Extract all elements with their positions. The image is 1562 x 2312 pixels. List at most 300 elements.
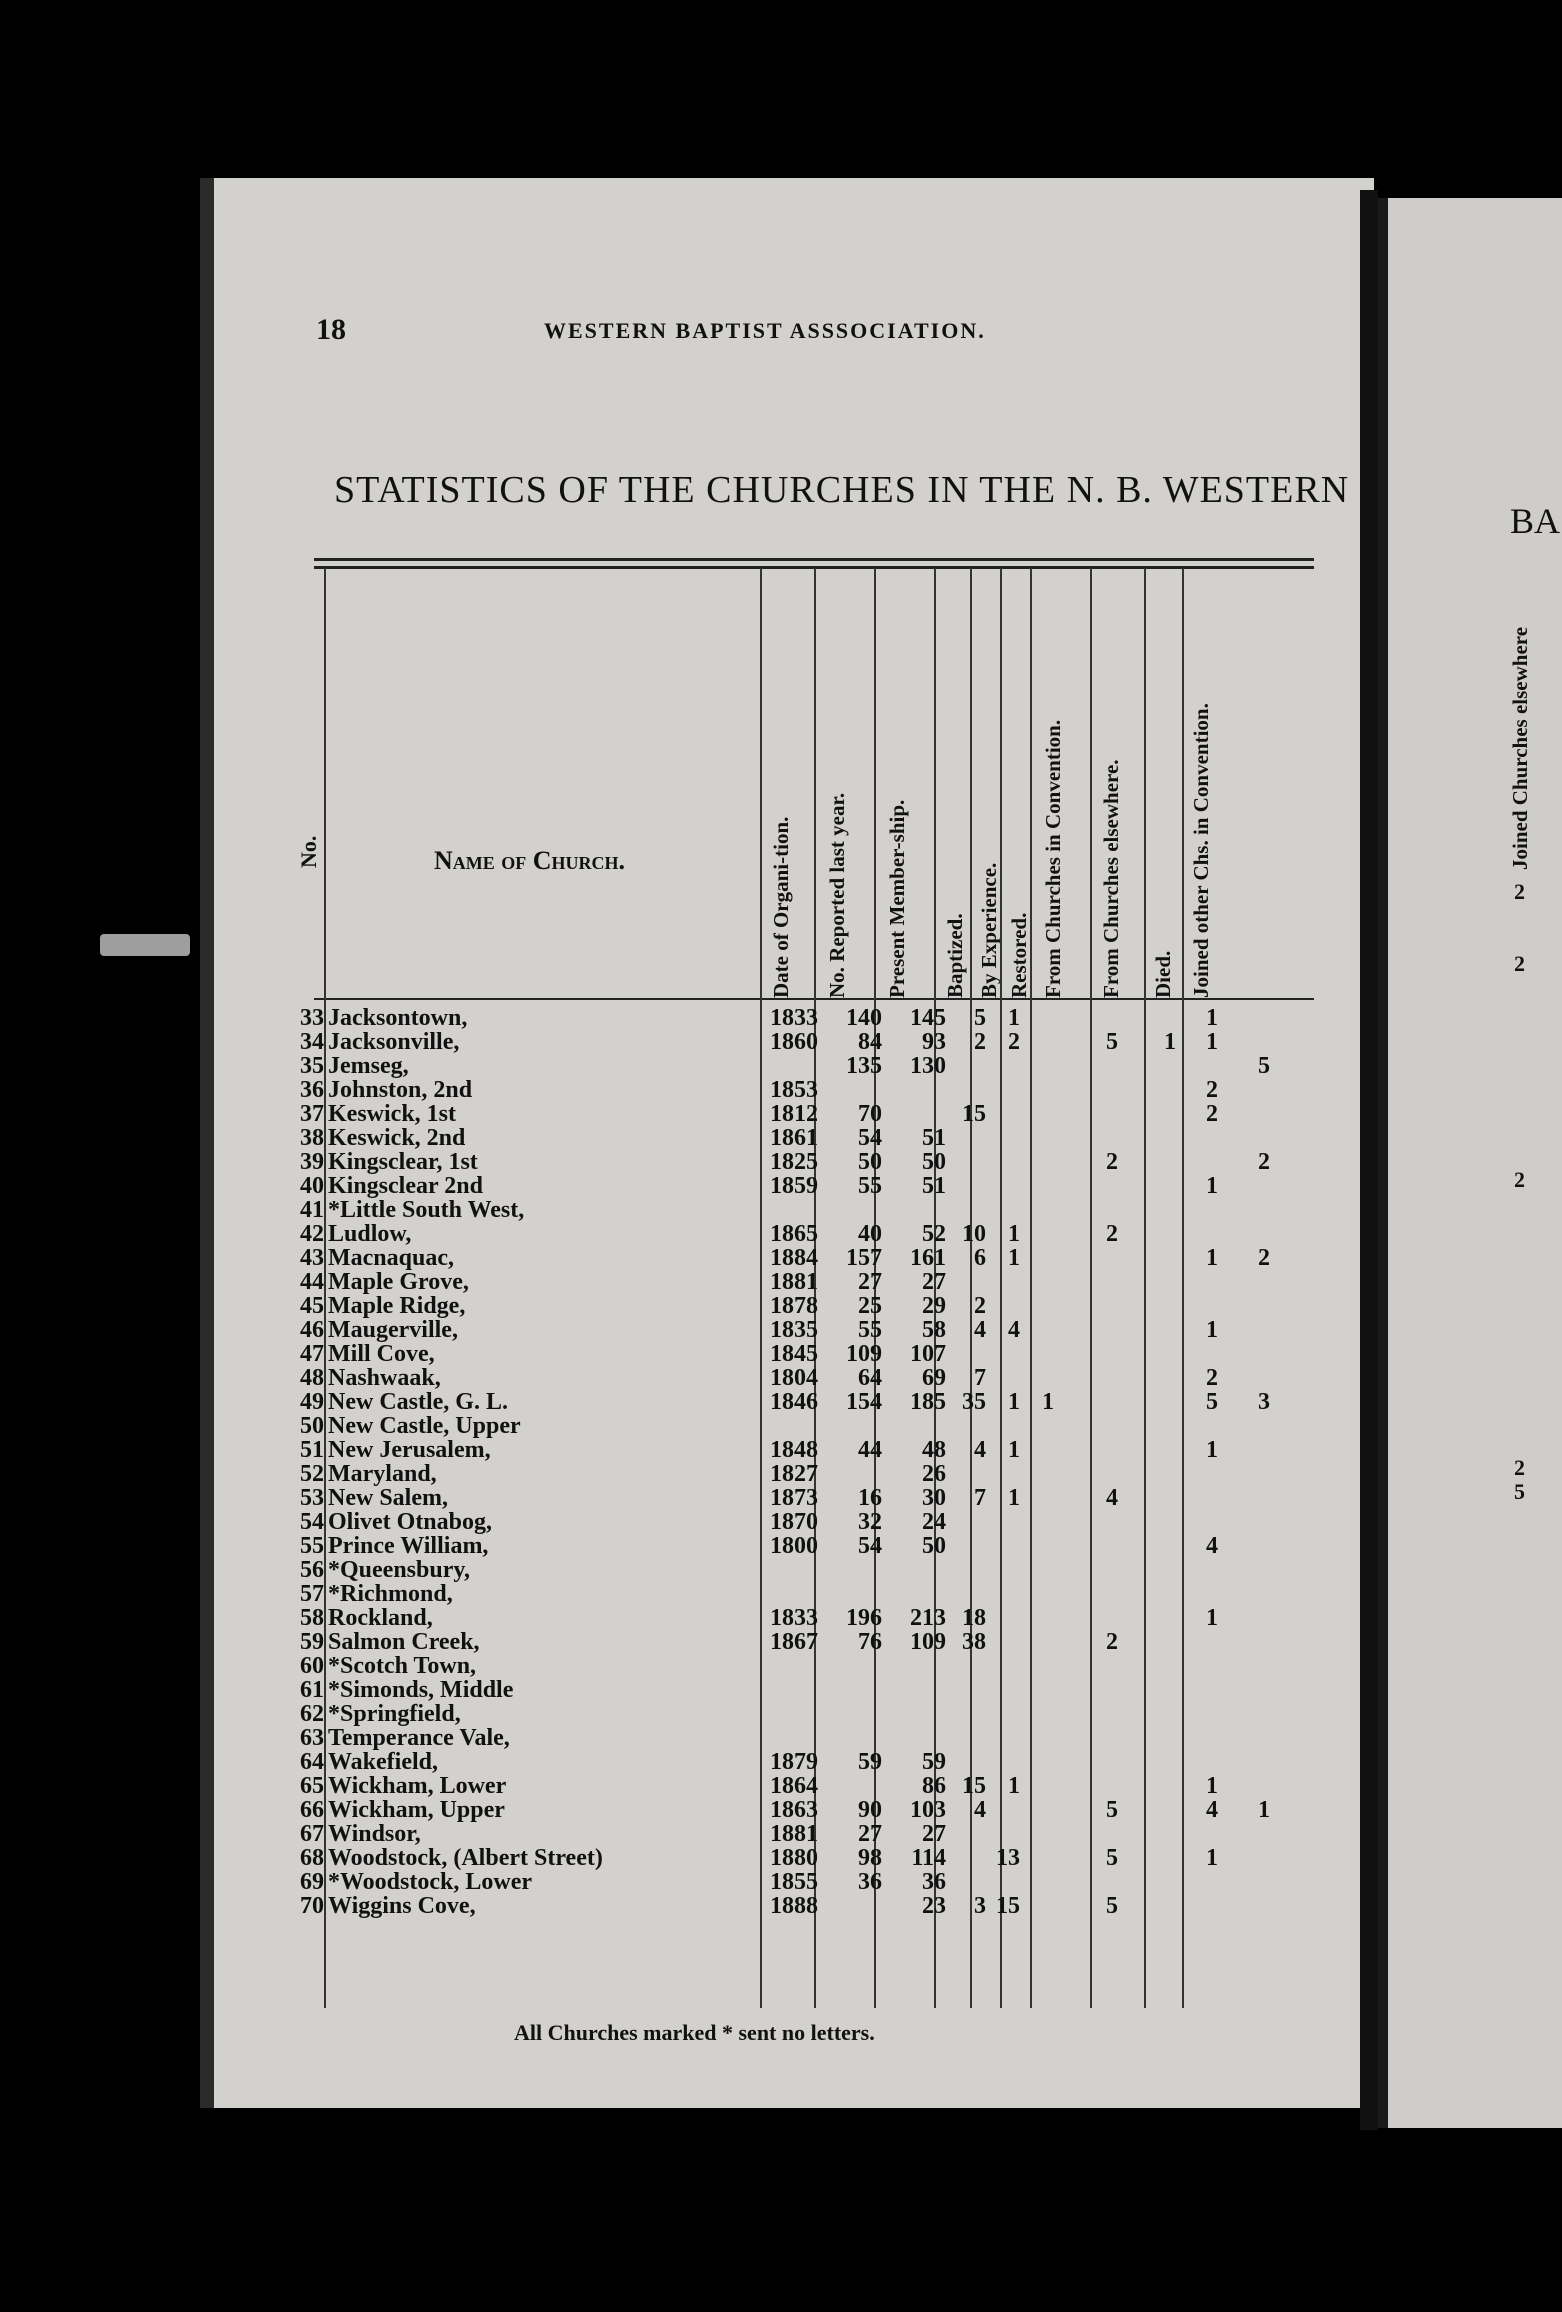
cell-exp	[990, 1582, 1024, 1606]
cell-no: 63	[300, 1725, 324, 1751]
cell-pres: 58	[922, 1317, 946, 1343]
table-row	[296, 1534, 1274, 1558]
table-row	[296, 1318, 1274, 1342]
cell-res	[1024, 1246, 1058, 1270]
cell-pres: 52	[922, 1221, 946, 1247]
cell-exp	[990, 1822, 1024, 1846]
cell-date: 1800	[770, 1533, 818, 1559]
cell-jc	[1222, 1198, 1274, 1222]
cell-fe	[1122, 1390, 1180, 1414]
column-header-name: Name of Church.	[434, 846, 626, 875]
cell-no: 39	[300, 1149, 324, 1175]
cell-fe	[1122, 1462, 1180, 1486]
cell-fc	[1058, 1870, 1122, 1894]
cell-name: Jacksonville,	[328, 1029, 460, 1055]
cell-exp: 1	[1008, 1485, 1020, 1511]
table-row	[296, 1654, 1274, 1678]
column-header-reported: No. Reported last year.	[825, 792, 849, 998]
cell-res	[1024, 1150, 1058, 1174]
cell-res	[1024, 1198, 1058, 1222]
cell-no: 66	[300, 1797, 324, 1823]
cell-fc: 2	[1106, 1629, 1118, 1655]
cell-died: 2	[1206, 1101, 1218, 1127]
cell-date	[768, 1654, 822, 1678]
cell-fc: 5	[1106, 1797, 1118, 1823]
cell-res	[1024, 1582, 1058, 1606]
cell-res	[1024, 1774, 1058, 1798]
cell-name: Jacksontown,	[328, 1005, 468, 1031]
table-row	[296, 1582, 1274, 1606]
column-header-died: Died.	[1151, 950, 1175, 998]
cell-pres: 59	[922, 1749, 946, 1775]
cell-date: 1878	[770, 1293, 818, 1319]
cell-exp	[990, 1198, 1024, 1222]
cell-date: 1848	[770, 1437, 818, 1463]
cell-date: 1880	[770, 1845, 818, 1871]
cell-date: 1855	[770, 1869, 818, 1895]
column-header-from-elsewhere: From Churches elsewhere.	[1099, 759, 1123, 998]
cell-name: New Castle, G. L.	[328, 1389, 508, 1415]
cell-rep: 154	[846, 1389, 882, 1415]
cell-bap	[950, 1462, 990, 1486]
cell-rep	[822, 1774, 886, 1798]
cell-rep	[822, 1198, 886, 1222]
cell-rep: 25	[858, 1293, 882, 1319]
cell-rep: 44	[858, 1437, 882, 1463]
cell-res	[1024, 1894, 1058, 1918]
cell-exp: 13	[996, 1845, 1020, 1871]
facing-page	[1378, 198, 1562, 2128]
cell-jc	[1222, 1438, 1274, 1462]
cell-fc	[1058, 1246, 1122, 1270]
cell-name: Wickham, Upper	[328, 1797, 505, 1823]
cell-jc	[1222, 1318, 1274, 1342]
cell-name: Wickham, Lower	[328, 1773, 507, 1799]
cell-bap	[950, 1174, 990, 1198]
cell-res	[1024, 1414, 1058, 1438]
cell-bap: 10	[962, 1221, 986, 1247]
cell-name: Rockland,	[328, 1605, 433, 1631]
cell-name: Maugerville,	[328, 1317, 458, 1343]
cell-jc	[1222, 1174, 1274, 1198]
column-header-date: Date of Organi-tion.	[769, 816, 793, 998]
cell-fc	[1058, 1582, 1122, 1606]
cell-rep: 140	[846, 1005, 882, 1031]
cell-date: 1825	[770, 1149, 818, 1175]
column-header-restored: Restored.	[1007, 912, 1031, 998]
cell-died	[1180, 1678, 1222, 1702]
cell-res	[1024, 1054, 1058, 1078]
cell-died	[1180, 1054, 1222, 1078]
table-row	[296, 1198, 1274, 1222]
cell-date: 1867	[770, 1629, 818, 1655]
cell-res	[1024, 1222, 1058, 1246]
cell-rep	[822, 1726, 886, 1750]
cell-exp: 1	[1008, 1773, 1020, 1799]
cell-fe	[1122, 1822, 1180, 1846]
cell-exp	[990, 1102, 1024, 1126]
cell-rep: 64	[858, 1365, 882, 1391]
cell-pres: 23	[922, 1893, 946, 1919]
table-row	[296, 1486, 1274, 1510]
cell-name: Prince William,	[328, 1533, 489, 1559]
cell-no: 55	[300, 1533, 324, 1559]
column-header-present: Present Member-ship.	[885, 799, 909, 998]
cell-exp: 1	[1008, 1389, 1020, 1415]
cell-no: 58	[300, 1605, 324, 1631]
cell-rep	[822, 1678, 886, 1702]
cell-fc	[1058, 1078, 1122, 1102]
cell-bap: 2	[974, 1293, 986, 1319]
cell-res	[1024, 1798, 1058, 1822]
cell-date: 1853	[770, 1077, 818, 1103]
cell-pres: 69	[922, 1365, 946, 1391]
cell-jc	[1222, 1414, 1274, 1438]
cell-pres	[886, 1654, 950, 1678]
cell-rep: 27	[858, 1821, 882, 1847]
cell-exp: 4	[1008, 1317, 1020, 1343]
cell-exp	[990, 1174, 1024, 1198]
cell-rep	[822, 1558, 886, 1582]
cell-no: 42	[300, 1221, 324, 1247]
cell-rep: 76	[858, 1629, 882, 1655]
cell-died	[1180, 1822, 1222, 1846]
cell-exp	[990, 1054, 1024, 1078]
cell-exp: 1	[1008, 1005, 1020, 1031]
cell-fe	[1122, 1246, 1180, 1270]
cell-name: Maple Grove,	[328, 1269, 469, 1295]
cell-died: 1	[1206, 1437, 1218, 1463]
cell-res: 1	[1042, 1389, 1054, 1415]
cell-fc	[1058, 1462, 1122, 1486]
cell-fc	[1058, 1318, 1122, 1342]
cell-pres: 30	[922, 1485, 946, 1511]
cell-name: Mill Cove,	[328, 1341, 435, 1367]
cell-fe	[1122, 1366, 1180, 1390]
cell-res	[1024, 1366, 1058, 1390]
cell-fc	[1058, 1726, 1122, 1750]
cell-jc	[1222, 1702, 1274, 1726]
cell-res	[1024, 1078, 1058, 1102]
cell-died	[1180, 1870, 1222, 1894]
cell-fc	[1058, 1174, 1122, 1198]
cell-jc	[1222, 1558, 1274, 1582]
cell-pres	[886, 1102, 950, 1126]
cell-no: 59	[300, 1629, 324, 1655]
cell-name: *Little South West,	[328, 1197, 525, 1223]
cell-res	[1024, 1630, 1058, 1654]
cell-bap	[950, 1822, 990, 1846]
cell-fe	[1122, 1846, 1180, 1870]
cell-no: 40	[300, 1173, 324, 1199]
cell-fe	[1122, 1870, 1180, 1894]
cell-fe	[1122, 1798, 1180, 1822]
statistics-table	[296, 1006, 1274, 1918]
cell-died: 1	[1206, 1173, 1218, 1199]
cell-pres: 103	[910, 1797, 946, 1823]
cell-exp	[990, 1366, 1024, 1390]
cell-jc	[1222, 1030, 1274, 1054]
page-tab-decoration	[100, 934, 190, 956]
cell-no: 65	[300, 1773, 324, 1799]
cell-no: 56	[300, 1557, 324, 1583]
page-title: STATISTICS OF THE CHURCHES IN THE N. B. WESTERN	[334, 469, 1350, 511]
table-row	[296, 1822, 1274, 1846]
cell-jc	[1222, 1126, 1274, 1150]
cell-rep	[822, 1702, 886, 1726]
cell-died	[1180, 1126, 1222, 1150]
cell-jc	[1222, 1294, 1274, 1318]
cell-bap: 15	[962, 1101, 986, 1127]
cell-bap: 38	[962, 1629, 986, 1655]
cell-pres: 51	[922, 1125, 946, 1151]
cell-fe	[1122, 1558, 1180, 1582]
cell-fe	[1122, 1150, 1180, 1174]
cell-bap	[950, 1678, 990, 1702]
cell-date: 1879	[770, 1749, 818, 1775]
cell-bap	[950, 1342, 990, 1366]
cell-pres	[886, 1702, 950, 1726]
cell-res	[1024, 1438, 1058, 1462]
cell-name: Maple Ridge,	[328, 1293, 466, 1319]
table-row	[296, 1102, 1274, 1126]
column-header-no: No.	[296, 835, 321, 868]
cell-died	[1180, 1558, 1222, 1582]
cell-no: 51	[300, 1437, 324, 1463]
cell-exp	[990, 1870, 1024, 1894]
cell-res	[1024, 1558, 1058, 1582]
cell-name: Windsor,	[328, 1821, 421, 1847]
cell-bap	[950, 1558, 990, 1582]
cell-bap	[950, 1726, 990, 1750]
cell-fc	[1058, 1366, 1122, 1390]
cell-fe	[1122, 1270, 1180, 1294]
cell-pres: 107	[910, 1341, 946, 1367]
cell-died	[1180, 1150, 1222, 1174]
cell-rep	[822, 1894, 886, 1918]
cell-died	[1180, 1294, 1222, 1318]
cell-date	[768, 1726, 822, 1750]
cell-died: 4	[1206, 1533, 1218, 1559]
cell-no: 44	[300, 1269, 324, 1295]
cell-res	[1024, 1822, 1058, 1846]
cell-date: 1804	[770, 1365, 818, 1391]
table-row	[296, 1558, 1274, 1582]
cell-pres: 27	[922, 1269, 946, 1295]
cell-rep: 84	[858, 1029, 882, 1055]
cell-jc: 2	[1258, 1149, 1270, 1175]
cell-fc: 2	[1106, 1149, 1118, 1175]
cell-rep: 90	[858, 1797, 882, 1823]
cell-exp	[990, 1510, 1024, 1534]
table-row	[296, 1150, 1274, 1174]
cell-jc	[1222, 1102, 1274, 1126]
cell-date	[768, 1678, 822, 1702]
cell-name: New Castle, Upper	[328, 1413, 521, 1439]
cell-died	[1180, 1270, 1222, 1294]
cell-jc	[1222, 1078, 1274, 1102]
cell-exp: 1	[1008, 1437, 1020, 1463]
cell-fe	[1122, 1438, 1180, 1462]
cell-res	[1024, 1126, 1058, 1150]
cell-exp	[990, 1078, 1024, 1102]
cell-jc	[1222, 1534, 1274, 1558]
cell-date: 1864	[770, 1773, 818, 1799]
cell-date	[768, 1054, 822, 1078]
cell-no: 67	[300, 1821, 324, 1847]
cell-exp	[990, 1414, 1024, 1438]
cell-date: 1812	[770, 1101, 818, 1127]
table-row	[296, 1414, 1274, 1438]
cell-fc	[1058, 1054, 1122, 1078]
cell-died: 1	[1206, 1773, 1218, 1799]
cell-no: 70	[300, 1893, 324, 1919]
cell-no: 46	[300, 1317, 324, 1343]
cell-bap	[950, 1126, 990, 1150]
cell-exp: 2	[1008, 1029, 1020, 1055]
cell-bap	[950, 1150, 990, 1174]
cell-fc	[1058, 1750, 1122, 1774]
cell-date: 1861	[770, 1125, 818, 1151]
cell-jc	[1222, 1222, 1274, 1246]
cell-name: Wakefield,	[328, 1749, 439, 1775]
cell-fe	[1122, 1006, 1180, 1030]
cell-rep: 54	[858, 1125, 882, 1151]
header-rule-top	[314, 558, 1314, 561]
cell-res	[1024, 1486, 1058, 1510]
cell-jc	[1222, 1366, 1274, 1390]
cell-jc	[1222, 1774, 1274, 1798]
cell-jc	[1222, 1630, 1274, 1654]
cell-jc	[1222, 1342, 1274, 1366]
cell-res	[1024, 1870, 1058, 1894]
cell-date: 1845	[770, 1341, 818, 1367]
cell-died: 1	[1206, 1605, 1218, 1631]
cell-name: Maryland,	[328, 1461, 437, 1487]
cell-pres: 213	[910, 1605, 946, 1631]
cell-fe	[1122, 1486, 1180, 1510]
cell-died	[1180, 1222, 1222, 1246]
table-row	[296, 1606, 1274, 1630]
cell-rep	[822, 1654, 886, 1678]
cell-died	[1180, 1630, 1222, 1654]
cell-no: 57	[300, 1581, 324, 1607]
cell-bap	[950, 1582, 990, 1606]
cell-name: Keswick, 1st	[328, 1101, 456, 1127]
cell-rep: 70	[858, 1101, 882, 1127]
cell-date: 1835	[770, 1317, 818, 1343]
table-row	[296, 1510, 1274, 1534]
cell-name: Olivet Otnabog,	[328, 1509, 493, 1535]
cell-exp	[990, 1150, 1024, 1174]
book-gutter	[1360, 190, 1378, 2130]
cell-pres: 48	[922, 1437, 946, 1463]
cell-died: 1	[1206, 1317, 1218, 1343]
cell-no: 52	[300, 1461, 324, 1487]
table-row	[296, 1462, 1274, 1486]
cell-jc: 5	[1258, 1053, 1270, 1079]
cell-jc	[1222, 1678, 1274, 1702]
cell-bap	[950, 1270, 990, 1294]
cell-jc	[1222, 1510, 1274, 1534]
cell-pres	[886, 1582, 950, 1606]
cell-jc	[1222, 1822, 1274, 1846]
cell-fc	[1058, 1126, 1122, 1150]
cell-res	[1024, 1342, 1058, 1366]
cell-pres: 51	[922, 1173, 946, 1199]
cell-fc	[1058, 1390, 1122, 1414]
cell-no: 48	[300, 1365, 324, 1391]
cell-rep: 55	[858, 1173, 882, 1199]
cell-res	[1024, 1726, 1058, 1750]
cell-res	[1024, 1294, 1058, 1318]
cell-pres: 26	[922, 1461, 946, 1487]
cell-bap: 5	[974, 1005, 986, 1031]
cell-pres: 185	[910, 1389, 946, 1415]
cell-fe	[1122, 1414, 1180, 1438]
cell-exp	[990, 1654, 1024, 1678]
cell-bap: 7	[974, 1485, 986, 1511]
cell-died: 4	[1206, 1797, 1218, 1823]
cell-name: Ludlow,	[328, 1221, 412, 1247]
cell-fe	[1122, 1606, 1180, 1630]
cell-rep	[822, 1414, 886, 1438]
cell-pres: 114	[911, 1845, 946, 1871]
table-row	[296, 1294, 1274, 1318]
cell-pres: 86	[922, 1773, 946, 1799]
cell-exp	[990, 1702, 1024, 1726]
facing-page-values: 2 2 2 2 5	[1514, 879, 1525, 1504]
table-row	[296, 1870, 1274, 1894]
cell-date: 1873	[770, 1485, 818, 1511]
column-header-baptized: Baptized.	[943, 913, 967, 998]
cell-exp	[990, 1606, 1024, 1630]
cell-name: *Simonds, Middle	[328, 1677, 514, 1703]
cell-date	[768, 1414, 822, 1438]
cell-no: 43	[300, 1245, 324, 1271]
cell-fc	[1058, 1606, 1122, 1630]
cell-fe	[1122, 1318, 1180, 1342]
cell-date	[768, 1558, 822, 1582]
cell-pres: 93	[922, 1029, 946, 1055]
cell-jc	[1222, 1606, 1274, 1630]
cell-fc: 5	[1106, 1893, 1118, 1919]
cell-died: 1	[1206, 1029, 1218, 1055]
cell-exp	[990, 1726, 1024, 1750]
cell-name: Temperance Vale,	[328, 1725, 510, 1751]
cell-name: Woodstock, (Albert Street)	[328, 1845, 603, 1871]
column-header-experience: By Experience.	[977, 862, 1001, 998]
table-row	[296, 1438, 1274, 1462]
table-row	[296, 1366, 1274, 1390]
cell-died	[1180, 1894, 1222, 1918]
cell-fc	[1058, 1822, 1122, 1846]
cell-pres	[886, 1558, 950, 1582]
cell-pres	[886, 1726, 950, 1750]
cell-bap	[950, 1198, 990, 1222]
table-row	[296, 1750, 1274, 1774]
cell-fc	[1058, 1510, 1122, 1534]
cell-name: Keswick, 2nd	[328, 1125, 466, 1151]
cell-died	[1180, 1486, 1222, 1510]
cell-rep: 135	[846, 1053, 882, 1079]
cell-pres	[886, 1678, 950, 1702]
cell-fc	[1058, 1678, 1122, 1702]
cell-res	[1024, 1462, 1058, 1486]
cell-bap: 4	[974, 1797, 986, 1823]
cell-fe	[1122, 1342, 1180, 1366]
cell-bap: 4	[974, 1317, 986, 1343]
